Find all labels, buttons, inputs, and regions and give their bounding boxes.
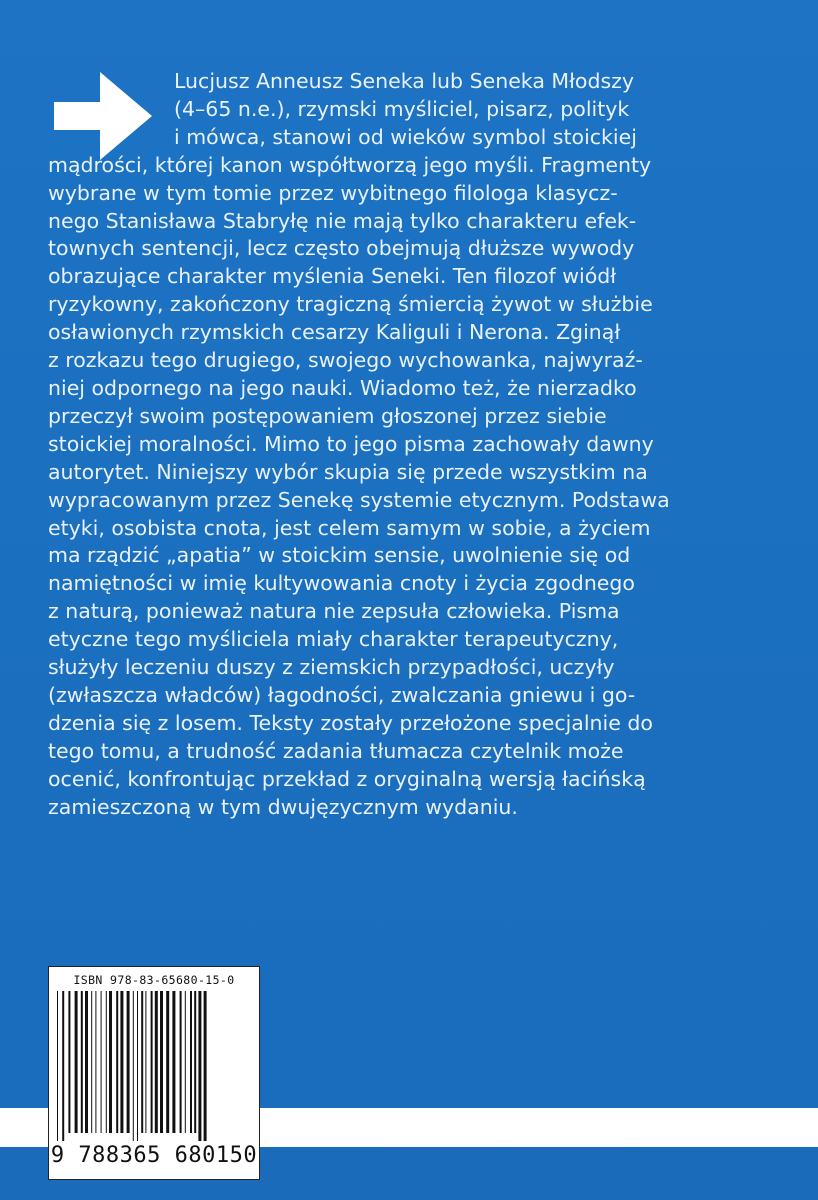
blurb-line: namiętności w imię kultywowania cnoty i życia zgodnego [48, 571, 635, 596]
barcode-bar [106, 991, 107, 1133]
barcode-bar [91, 991, 92, 1133]
blurb-line: ryzykowny, zakończony tragiczną śmiercią żywot w służbie [48, 292, 653, 317]
blurb-line: mądrości, której kanon współtworzą jego myśli. Fragmenty [48, 152, 652, 177]
barcode-bar [155, 991, 158, 1133]
barcode-bar [194, 991, 196, 1133]
barcode-bar [127, 991, 130, 1133]
barcode-bar [81, 991, 83, 1133]
barcode-bar [145, 991, 146, 1133]
blurb-line: ma rządzić „apatia” w stoickim sensie, uwolnienie się od [48, 543, 631, 568]
blurb-line: autorytet. Niniejszy wybór skupia się przede wszystkim na [48, 459, 648, 484]
blurb-line: (zwłaszcza władców) łagodności, zwalczania gniewu i go- [48, 682, 636, 707]
blurb-line: z naturą, ponieważ natura nie zepsuła człowieka. Pisma [48, 599, 620, 624]
blurb-line: przeczył swoim postępowaniem głoszonej przez siebie [48, 403, 607, 428]
barcode-bar [62, 991, 64, 1141]
barcode-bar [57, 991, 58, 1141]
blurb-line: z rozkazu tego drugiego, swojego wychowanka, najwyraź- [48, 348, 643, 373]
blurb-line: niej odpornego na jego nauki. Wiadomo też, że nierzadko [48, 375, 637, 400]
blurb-line: zamieszczoną w tym dwujęzycznym wydaniu. [48, 794, 518, 819]
barcode-bar [137, 991, 138, 1141]
blurb-line: Lucjusz Anneusz Seneka lub Seneka Młodszy [174, 69, 635, 93]
blurb-line: dzenia się z losem. Teksty zostały przełożone specjalnie do [48, 710, 653, 735]
back-cover-blurb [48, 68, 738, 821]
blurb-line: nego Stanisława Stabryłę nie mają tylko charakteru efek- [48, 208, 637, 233]
barcode-bar [133, 991, 134, 1141]
barcode-bar [116, 991, 118, 1133]
isbn-barcode [48, 966, 260, 1180]
blurb-line: ocenić, konfrontując przekład z oryginalną wersją łacińską [48, 766, 646, 791]
barcode-bar [190, 991, 192, 1133]
blurb-line: tego tomu, a trudność zadania tłumacza czytelnik może [48, 738, 624, 763]
barcode-bar [95, 991, 96, 1133]
ean-digits: 9 788365 680150 [50, 1143, 258, 1168]
barcode-bar [75, 991, 78, 1133]
blurb-line: etyki, osobista cnota, jest celem samym w sobie, a życiem [48, 515, 651, 540]
blurb-line: wybrane w tym tomie przez wybitnego filologa klasycz- [48, 180, 618, 205]
barcode-bar [160, 991, 163, 1133]
barcode-bar [141, 991, 143, 1133]
barcode-bar [85, 991, 88, 1133]
barcode-bar [198, 991, 201, 1141]
blurb-line: (4–65 n.e.), rzymski myśliciel, pisarz, polityk [174, 96, 630, 121]
barcode-bar [151, 991, 153, 1133]
blurb-line: etyczne tego myśliciela miały charakter terapeutyczny, [48, 627, 619, 652]
barcode-bars [49, 991, 259, 1141]
barcode-bar [68, 991, 70, 1133]
isbn-label: ISBN 978-83-65680-15-0 [73, 973, 235, 987]
barcode-bar [204, 991, 207, 1141]
barcode-bar [185, 991, 186, 1133]
blurb-line: obrazujące charakter myślenia Seneki. Ten filozof wiódł [48, 264, 617, 289]
barcode-bar [180, 991, 182, 1133]
blurb-line: służyły leczeniu duszy z ziemskich przypadłości, uczyły [48, 655, 615, 680]
blurb-line: wypracowanym przez Senekę systemie etycznym. Podstawa [48, 487, 670, 512]
barcode-bar [120, 991, 123, 1133]
blurb-line: osławionych rzymskich cesarzy Kaliguli i Nerona. Zginął [48, 320, 621, 345]
barcode-bar [109, 991, 112, 1133]
barcode-bar [101, 991, 102, 1133]
blurb-line: stoickiej moralności. Mimo to jego pisma zachowały dawny [48, 431, 654, 456]
barcode-bar [166, 991, 169, 1133]
blurb-line: i mówca, stanowi od wieków symbol stoickiej [174, 124, 637, 149]
blurb-line: townych sentencji, lecz często obejmują dłuższe wywody [48, 236, 635, 261]
barcode-bar [172, 991, 175, 1133]
